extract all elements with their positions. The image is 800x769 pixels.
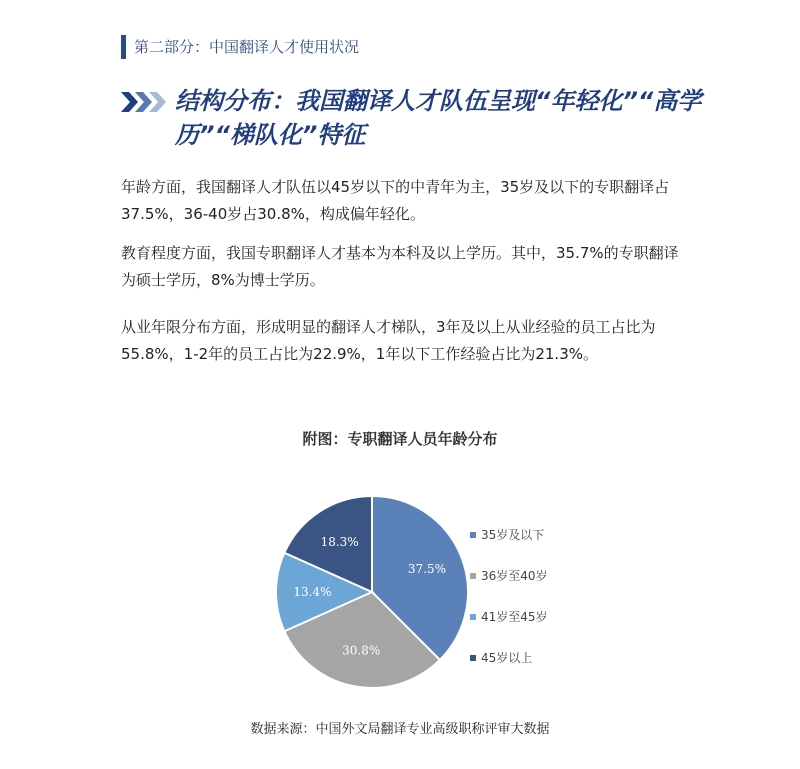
legend-label: 35岁及以下 <box>481 528 545 542</box>
legend-label: 45岁以上 <box>481 651 533 665</box>
paragraph-education: 教育程度方面，我国专职翻译人才基本为本科及以上学历。其中，35.7%的专职翻译为硕士学历，8%为博士学历。 <box>121 244 679 289</box>
data-source: 数据来源：中国外文局翻译专业高级职称评审大数据 <box>250 722 550 737</box>
pie-data-label: 30.8% <box>342 643 381 658</box>
section-label: 第二部分：中国翻译人才使用状况 <box>134 38 360 56</box>
pie-data-label: 18.3% <box>320 535 359 550</box>
headline: 结构分布：我国翻译人才队伍呈现“年轻化”“高学历”“梯队化”特征 <box>175 87 702 149</box>
legend-label: 36岁至40岁 <box>481 569 548 583</box>
legend-swatch <box>470 655 476 661</box>
legend-swatch <box>470 532 476 538</box>
paragraph-age: 年龄方面，我国翻译人才队伍以45岁以下的中青年为主，35岁及以下的专职翻译占37.5%，36-40岁占30.8%，构成偏年轻化。 <box>121 178 670 223</box>
paragraph-experience: 从业年限分布方面，形成明显的翻译人才梯队，3年及以上从业经验的员工占比为55.8%，1-2年的员工占比为22.9%，1年以下工作经验占比为21.3%。 <box>121 318 656 363</box>
legend-swatch <box>470 614 476 620</box>
pie-data-label: 37.5% <box>407 562 447 577</box>
legend-swatch <box>470 573 476 579</box>
pie-data-label: 13.4% <box>293 585 332 599</box>
chart-title: 附图：专职翻译人员年龄分布 <box>302 430 498 448</box>
legend-label: 41岁至45岁 <box>481 610 548 624</box>
